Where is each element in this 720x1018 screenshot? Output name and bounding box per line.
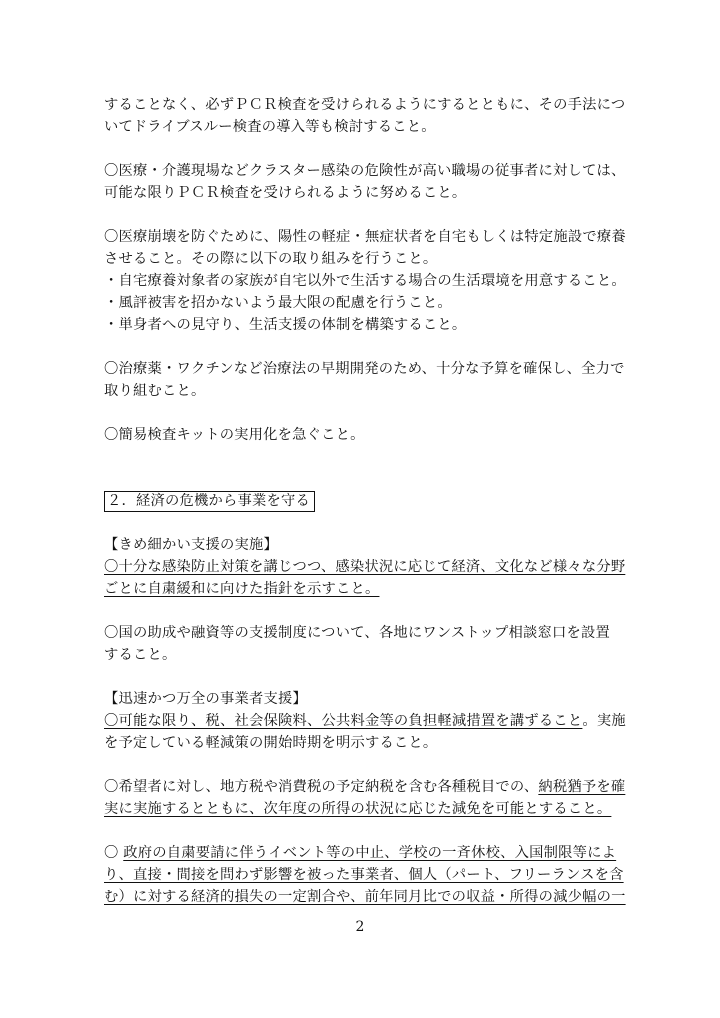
bullet-item: ・単身者への見守り、生活支援の体制を構築すること。	[104, 317, 467, 333]
paragraph-line	[104, 578, 624, 600]
paragraph-line: させること。その際に以下の取り組みを行うこと。	[104, 251, 438, 267]
paragraph-line: 可能な限りＰＣＲ検査を受けられるように努めること。	[104, 185, 467, 201]
paragraph-line: 〇治療薬・ワクチンなど治療法の早期開発のため、十分な予算を確保し、全力で	[104, 361, 625, 377]
subsection-heading: 【きめ細かい支援の実施】	[104, 537, 278, 553]
underlined-text: ごとに自粛緩和に向けた指針を示すこと。	[104, 581, 380, 597]
underlined-text: 政府の自粛要請に伴うイベント等の中止、学校の一斉休校、入国制限等によ	[123, 845, 617, 861]
paragraph-line: を予定している軽減策の開始時期を明示すること。	[104, 735, 438, 751]
paragraph-line: り、直接・間接を問わず影響を被った事業者、個人（パート、フリーランスを含	[104, 867, 624, 883]
underlined-text: 〇可能な限り、税、社会保険料、公共料金等の負担軽減措置を講ずること	[104, 713, 583, 729]
paragraph-line: 〇国の助成や融資等の支援制度について、各地にワンストップ相談窓口を設置	[104, 625, 610, 641]
plain-text: 〇希望者に対し、地方税や消費税の予定納税を含む各種税目での、	[104, 779, 539, 795]
paragraph-line	[104, 710, 624, 732]
paragraph-line: 〇医療崩壊を防ぐために、陽性の軽症・無症状者を自宅もしくは特定施設で療養	[104, 229, 626, 245]
underlined-text: 納税猶予を確	[538, 779, 626, 795]
plain-text: 。実施	[582, 713, 626, 729]
page-body	[104, 94, 624, 908]
plain-text: 〇	[104, 845, 119, 861]
paragraph-line: することなく、必ずＰＣＲ検査を受けられるようにするとともに、その手法につ	[104, 97, 626, 113]
paragraph-line	[104, 776, 624, 798]
paragraph-line: 実に実施するとともに、次年度の所得の状況に応じた減免を可能とすること。	[104, 801, 612, 817]
bullet-item: ・風評被害を招かないよう最大限の配慮を行うこと。	[104, 295, 452, 311]
paragraph-line: 〇簡易検査キットの実用化を急ぐこと。	[104, 427, 365, 443]
section-heading: ２．経済の危機から事業を守る	[104, 491, 315, 512]
paragraph-line: すること。	[104, 647, 177, 663]
bullet-item: ・自宅療養対象者の家族が自宅以外で生活する場合の生活環境を用意すること。	[104, 273, 626, 289]
page-number: 2	[355, 919, 365, 935]
subsection-heading: 【迅速かつ万全の事業者支援】	[104, 691, 307, 707]
paragraph-line: 取り組むこと。	[104, 383, 206, 399]
paragraph-line	[104, 842, 624, 864]
paragraph-line: 〇医療・介護現場などクラスター感染の危険性が高い職場の従事者に対しては、	[104, 163, 626, 179]
section-heading-row	[104, 490, 624, 512]
paragraph-line: 〇十分な感染防止対策を講じつつ、感染状況に応じて経済、文化など様々な分野	[104, 559, 626, 575]
paragraph-line: む）に対する経済的損失の一定割合や、前年同月比での収益・所得の減少幅の一	[104, 889, 626, 905]
paragraph-line: いてドライブスルー検査の導入等も検討すること。	[104, 119, 436, 135]
